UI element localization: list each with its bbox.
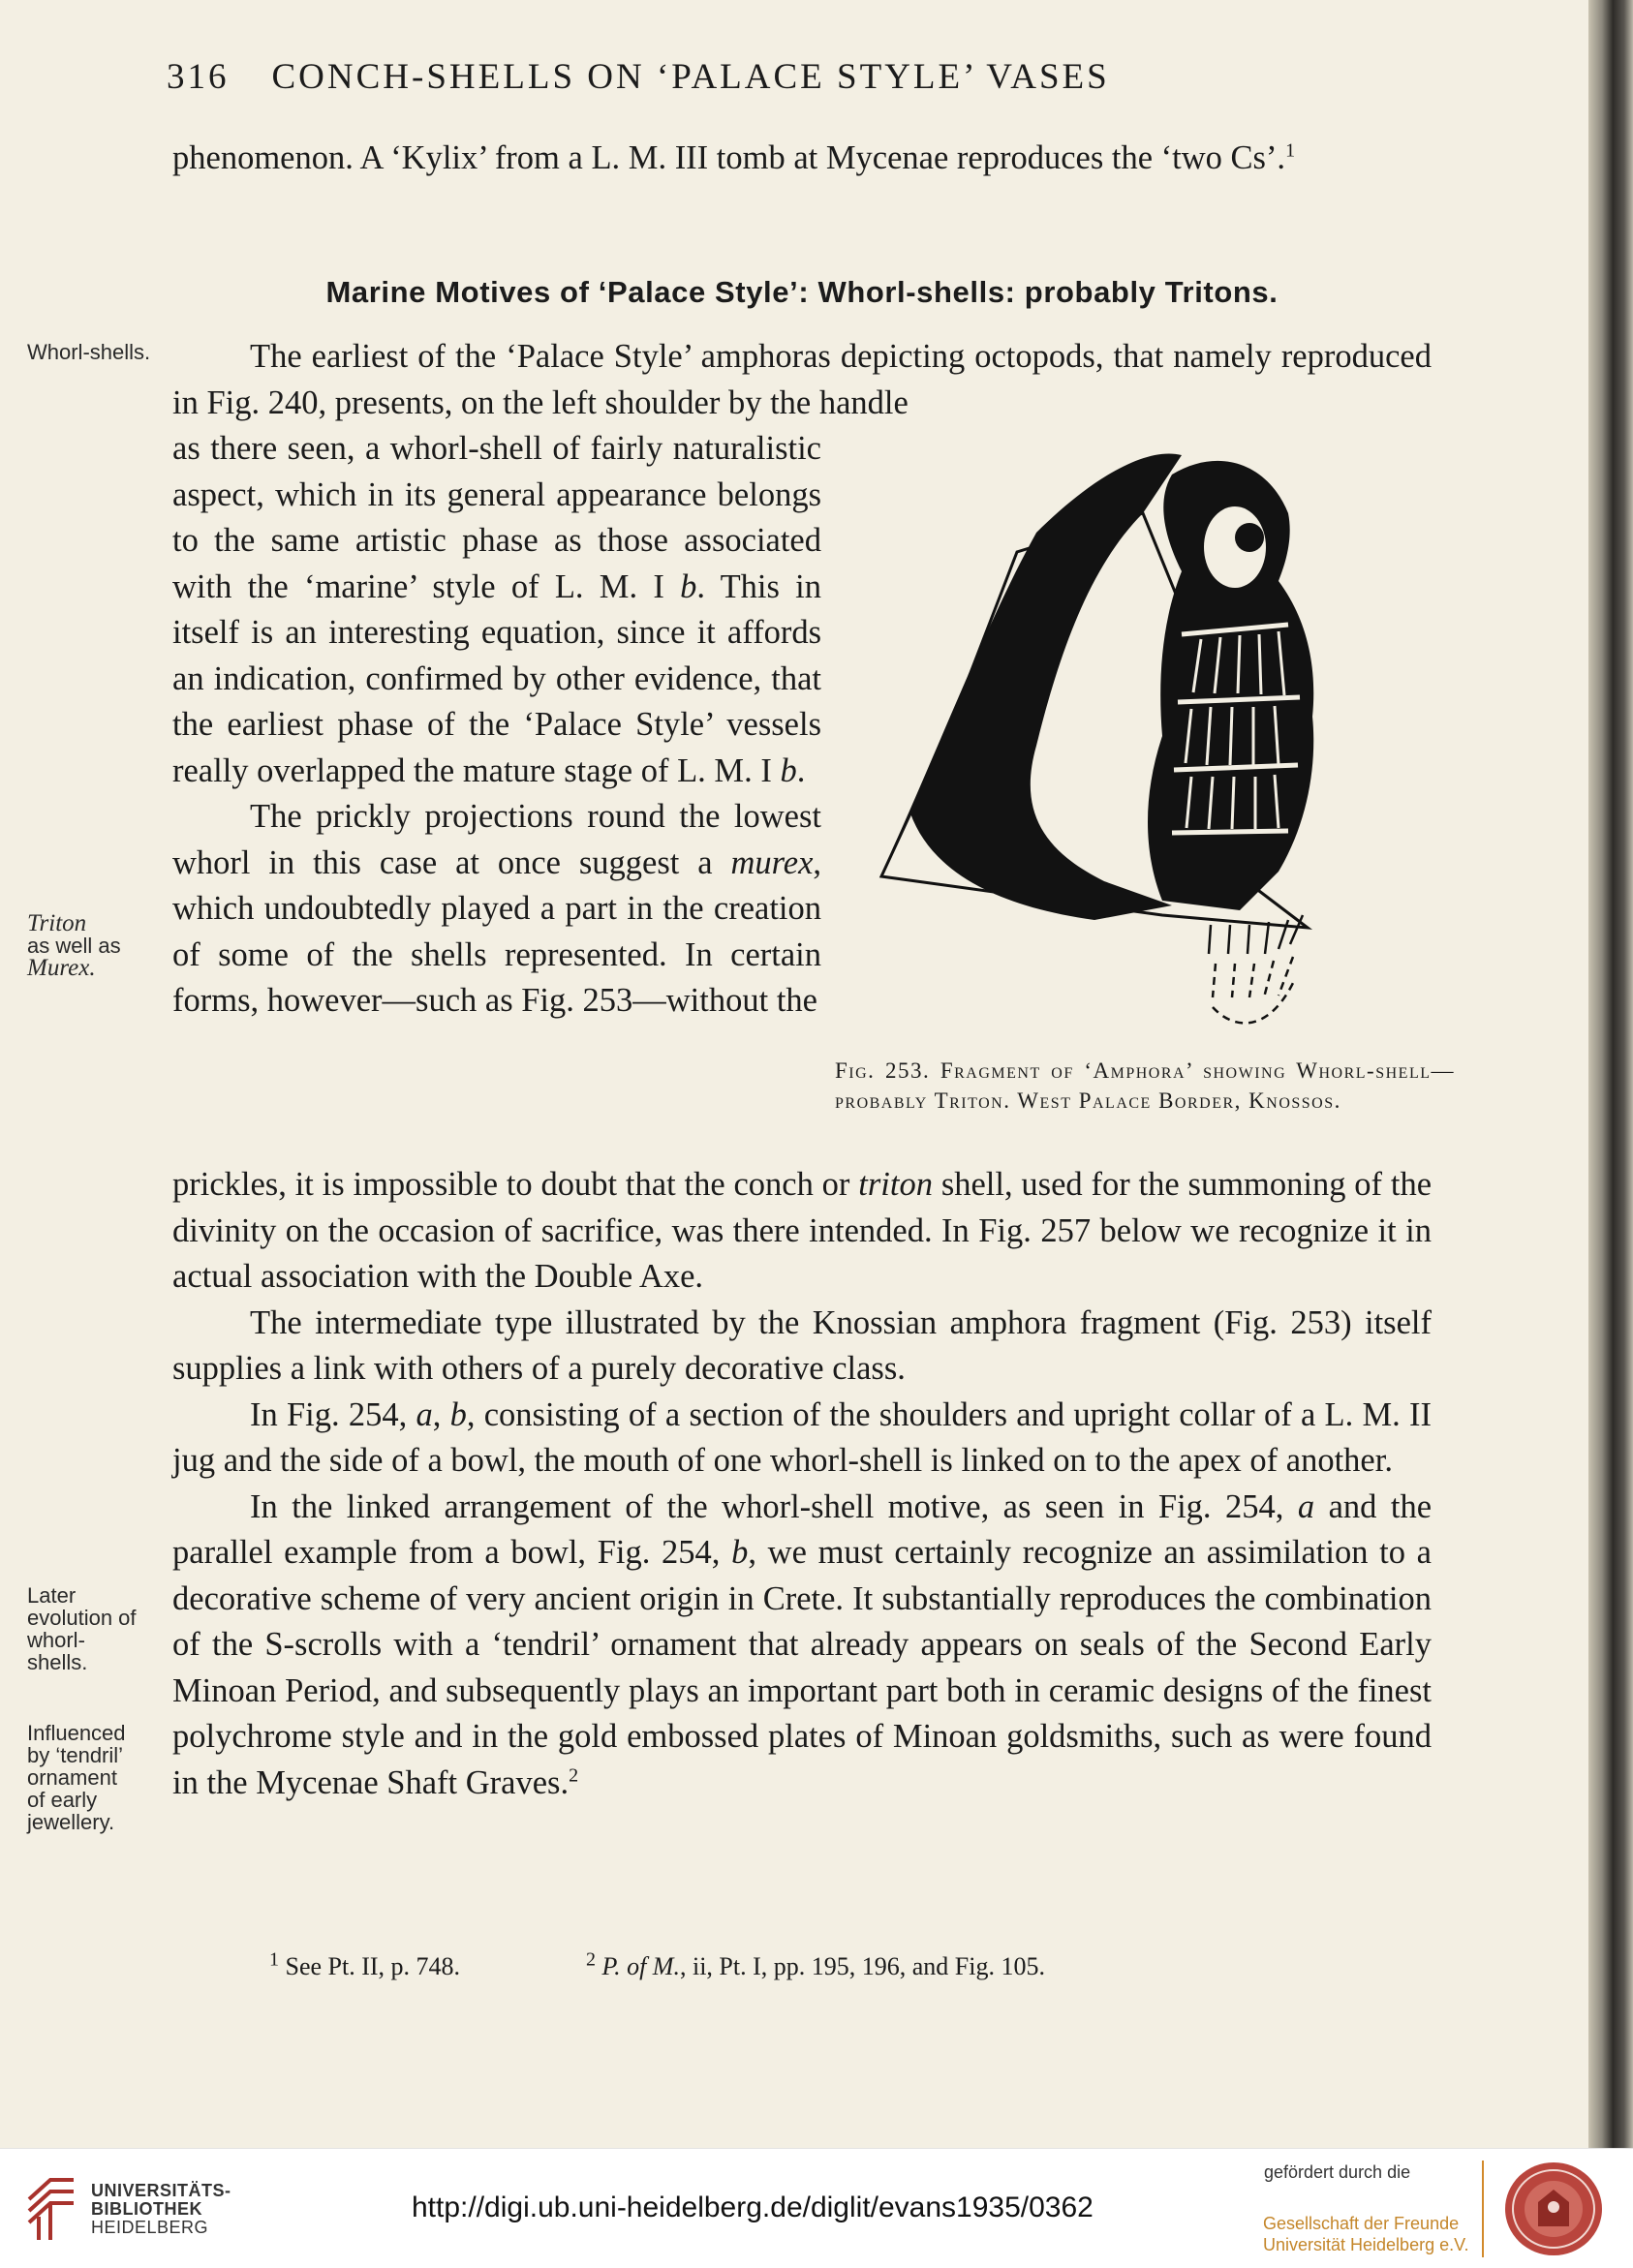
para4-sep: , <box>432 1395 442 1433</box>
sponsor-name <box>1263 2213 1468 2255</box>
para5-ital-b: b <box>731 1534 749 1571</box>
university-seal-icon <box>1499 2159 1608 2259</box>
digitization-footer <box>0 2148 1633 2268</box>
para4-ital-b: b <box>449 1395 467 1433</box>
para1-end: . <box>796 751 806 789</box>
full-width-text <box>172 1162 1432 1806</box>
para1-narrow-b: . This in itself is an interesting equation, since it affords an indication, confirmed by other evidence, that the earliest phase of the ‘Palace Style’ vessels really overlapped the mature stage of L. M. I <box>172 567 821 789</box>
footnotes <box>172 1948 1432 1981</box>
para4-ital-a: a <box>416 1395 433 1433</box>
para2-triton: triton <box>858 1166 933 1203</box>
para2-b: , which undoubtedly played a part in the creation of some of the shells represented. In certain forms, however—such as Fig. 253—without the <box>172 843 822 1019</box>
permalink-url[interactable]: http://digi.ub.uni-heidelberg.de/diglit/evans1935/0362 <box>412 2191 1094 2223</box>
sidenote-later: Later evolution of whorl-shells. <box>27 1583 137 1674</box>
sidenote-murex-word: Murex. <box>27 955 96 981</box>
sidenote-triton-word: Triton <box>27 910 87 936</box>
para2-c: prickles, it is impossible to doubt that the conch or <box>172 1166 850 1203</box>
university-library-logo-icon <box>21 2172 81 2246</box>
sidenote-as-well-as: as well as <box>27 934 121 958</box>
library-line-3: HEIDELBERG <box>91 2218 209 2237</box>
page-number: 316 <box>167 57 230 97</box>
footnote-1-text: See Pt. II, p. 748. <box>285 1952 461 1980</box>
para1-full-lines: The earliest of the ‘Palace Style’ amphoras depicting octopods, that namely reproduced in Fig. 240, presents, on the left shoulder by the handle <box>172 338 1432 421</box>
figure-caption: Fig. 253. Fragment of ‘Amphora’ showing Whorl-shell—probably Triton. West Palace Border, Knossos. <box>835 1058 1455 1113</box>
para4-a: In Fig. 254, <box>250 1395 408 1433</box>
library-line-1: UNIVERSITÄTS- <box>91 2181 231 2200</box>
footnote-2 <box>586 1948 1045 1981</box>
para2-a: The prickly projections round the lowest whorl in this case at once suggest a <box>172 798 821 881</box>
footnote-2-title: P. of M. <box>601 1952 680 1980</box>
para5-c: , we must certainly recognize an assimilation to a decorative scheme of very ancient origin in Crete. It substantially reproduces the combination of the S-scrolls with a ‘tendril’ ornament that already appears on seals of the Second Early Minoan Period, and subsequently plays an important part both in ceramic designs of the finest polychrome style and in the gold embossed plates of Minoan goldsmiths, such as were found in the Mycenae Shaft Graves. <box>172 1534 1432 1801</box>
sponsor-line-2: Universität Heidelberg e.V. <box>1263 2235 1469 2254</box>
para4-b: , consisting of a section of the shoulders and upright collar of a L. M. II jug and the side of a bowl, the mouth of one whorl-shell is linked on to the apex of another. <box>172 1395 1433 1479</box>
library-line-2: BIBLIOTHEK <box>91 2199 202 2219</box>
footnote-2-mark: 2 <box>586 1948 597 1971</box>
para5-b: and the parallel example from a bowl, Fig. 254, <box>172 1487 1433 1571</box>
footnote-2-text: , ii, Pt. I, pp. 195, 196, and Fig. 105. <box>679 1952 1045 1980</box>
figure-253-illustration <box>852 426 1453 1046</box>
para2-d: shell, used for the summoning of the divinity on the occasion of sacrifice, was there intended. In Fig. 257 below we recognize it in actual association with the Double Axe. <box>172 1166 1433 1295</box>
para3: The intermediate type illustrated by the Knossian amphora fragment (Fig. 253) itself supplies a link with others of a purely decorative class. <box>172 1303 1432 1387</box>
amphora-fragment-drawing <box>852 426 1453 1046</box>
narrow-column <box>172 426 821 1025</box>
footnote-1-mark: 1 <box>269 1948 279 1971</box>
sidenote-whorl: Whorl-shells. <box>27 340 151 364</box>
book-spine <box>1588 0 1633 2148</box>
para1-narrow-a: as there seen, a whorl-shell of fairly naturalistic aspect, which in its general appearance belongs to the same artistic phase as those associated with the ‘marine’ style of L. M. I <box>172 430 821 605</box>
para1-ital-b1: b <box>680 567 697 605</box>
section-heading: Marine Motives of ‘Palace Style’: Whorl-shells: probably Tritons. <box>325 275 1279 309</box>
sponsor-label: gefördert durch die <box>1264 2162 1411 2182</box>
running-title: CONCH-SHELLS ON ‘PALACE STYLE’ VASES <box>271 57 1110 97</box>
paragraph-1-full <box>172 334 1432 426</box>
sidenote-triton <box>27 912 172 979</box>
para5-a: In the linked arrangement of the whorl-shell motive, as seen in Fig. 254, <box>250 1487 1284 1525</box>
para1-ital-b2: b <box>780 751 797 789</box>
para2-murex: murex <box>730 843 814 881</box>
note-ref-1: 1 <box>1285 139 1296 162</box>
sidenote-influenced: Influenced by ‘tendril’ ornament of early jewellery. <box>27 1721 126 1834</box>
intro-text: phenomenon. A ‘Kylix’ from a L. M. III tomb at Mycenae reproduces the ‘two Cs’. <box>172 139 1286 176</box>
note-ref-2: 2 <box>569 1764 579 1786</box>
footnote-1 <box>269 1948 461 1981</box>
footer-divider <box>1482 2161 1484 2257</box>
university-library-name <box>91 2182 231 2237</box>
intro-paragraph <box>172 136 1432 182</box>
running-header <box>167 56 1445 98</box>
para5-ital-a: a <box>1297 1487 1315 1525</box>
sponsor-line-1: Gesellschaft der Freunde <box>1263 2214 1460 2233</box>
